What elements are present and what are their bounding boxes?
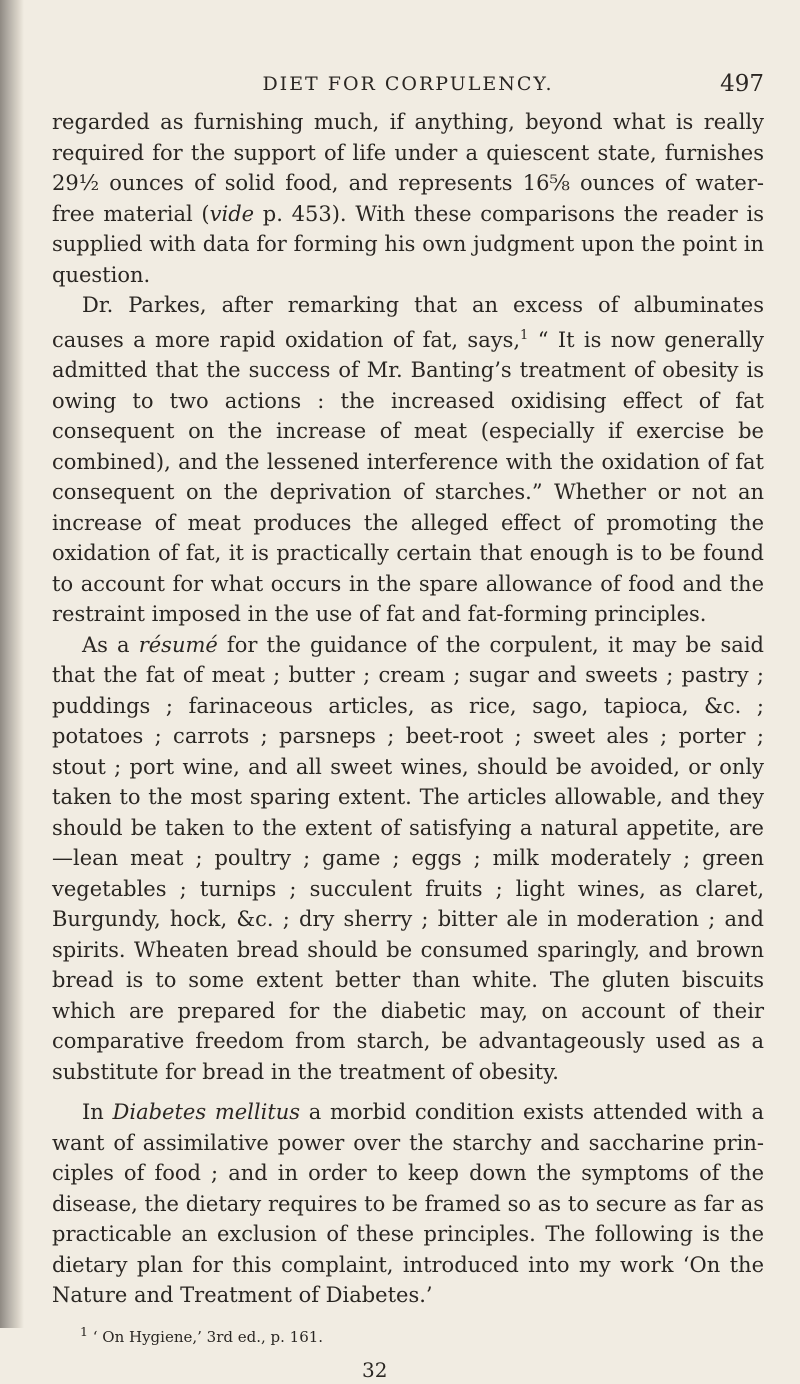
- text-run: “ It is now generally admitted that the success of Mr. Banting’s treatment of obesity is owing to two actions : the increased oxidising effect of fat consequent on the increase of meat (especially if exercise be combined), and the lessened interference with the oxidation of fat consequent on the deprivation of starches.” Whether or not an increase of meat produces the alleged effect of promoting the oxidation of fat, it is practically certain that enough is to be found to account for what occurs in the spare allowance of food and the restraint imposed in the use of fat and fat-forming principles.: [52, 327, 764, 626]
- running-head: [52, 64, 764, 104]
- paragraph: [52, 107, 764, 290]
- body-text: [52, 107, 764, 1311]
- text-run: a morbid condition exists attended with a want of assimilative power over the starchy and saccharine principles of food ; and in order to keep down the symptoms of the disease, the dietary requires to be framed so as to secure as far as practicable an exclusion of these principles. The following is the dietary plan for this complaint, introduced into my work ‘On the Nature and Treatment of Diabetes.’: [52, 1100, 764, 1307]
- footnote-mark: 1: [80, 1323, 88, 1339]
- paragraph: [52, 1097, 764, 1311]
- italic-run: Diabetes mellitus: [112, 1100, 301, 1124]
- text-run: regarded as furnishing much, if anything, beyond what is really required for the support of life under a quiescent state, furnishes 29½ ounces of solid food, and represents 16⅝ ounces of water-free material (: [52, 110, 764, 226]
- text-run: p. 453). With these comparisons the reader is supplied with data for forming his own judgment upon the point in question.: [52, 201, 764, 287]
- paragraph: [52, 630, 764, 1088]
- signature-mark: 32: [362, 1357, 388, 1382]
- running-head-title: DIET FOR CORPULENCY.: [262, 73, 554, 95]
- text-run: In: [82, 1100, 113, 1124]
- footnote-text: ‘ On Hygiene,’ 3rd ed., p. 161.: [92, 1327, 324, 1346]
- book-page: [52, 64, 764, 1384]
- binding-gutter-shadow: [0, 0, 24, 1328]
- paragraph: [52, 290, 764, 630]
- page-number: 497: [720, 71, 764, 97]
- text-run: Dr. Parkes, after remarking that an excess of albuminates causes a more rapid oxidation of fat, says,: [52, 293, 764, 352]
- text-run: As a: [82, 632, 139, 657]
- text-run: for the guidance of the corpulent, it may be said that the fat of meat ; butter ; cream ; sugar and sweets ; pastry ; puddings ; farinaceous articles, as rice, sago, tapioca, &c. ; potatoes ; carrots ; parsneps ; beet-root ; sweet ales ; porter ; stout ; port wine, and all sweet wines, should be avoided, or only taken to the most sparing extent. The articles allowable, and they should be taken to the extent of satisfying a natural appetite, are—lean meat ; poultry ; game ; eggs ; milk moderately ; green vegetables ; turnips ; succulent fruits ; light wines, as claret, Burgundy, hock, &c. ; dry sherry ; bitter ale in moderation ; and spirits. Wheaten bread should be consumed sparingly, and brown bread is to some extent better than white. The gluten biscuits which are prepared for the diabetic may, on account of their comparative freedom from starch, be advantageously used as a substitute for bread in the treatment of obesity.: [52, 632, 764, 1084]
- italic-run: vide: [209, 201, 255, 226]
- footnote-reference: 1: [520, 327, 529, 343]
- footnote: [52, 1321, 764, 1348]
- italic-run: résumé: [138, 632, 218, 657]
